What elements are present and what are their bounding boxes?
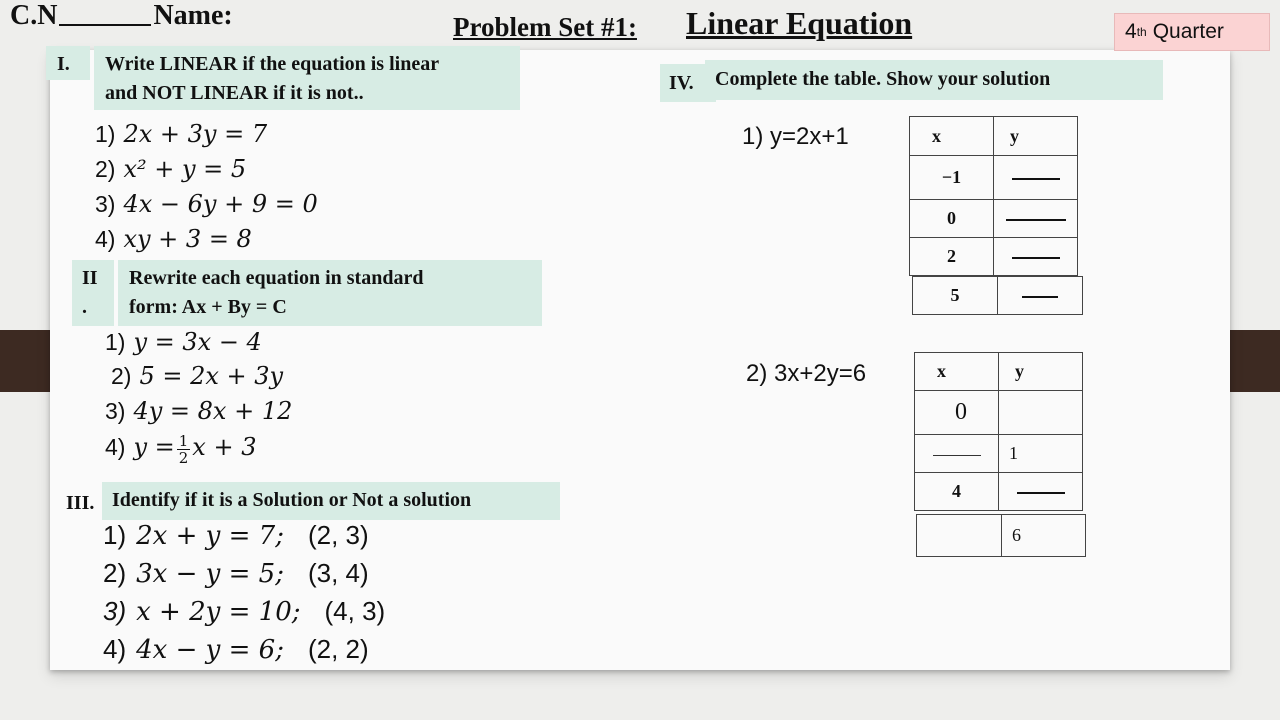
topic-title: Linear Equation: [686, 5, 913, 41]
table2-equation: 2) 3x+2y=6: [746, 360, 867, 387]
name-label: Name:: [153, 0, 233, 31]
table1-y-blank[interactable]: [994, 200, 1078, 238]
section3-item-3: 3) x + 2y = 10; (4, 3): [103, 596, 386, 627]
table2-x-cell: 0: [915, 391, 999, 435]
quarter-number: 4: [1125, 20, 1137, 43]
section1-item-2: 2) x² + y = 5: [95, 155, 247, 183]
section2-number-line1: II: [82, 267, 98, 289]
cn-name-header: [10, 0, 233, 32]
answer-blank: [1012, 256, 1060, 259]
section2-instruction: [118, 260, 542, 326]
answer-blank: [1022, 295, 1058, 298]
problem-set-title: Problem Set #1:: [453, 12, 637, 42]
table2-header-x: x: [915, 353, 999, 391]
section2-item-1: 1) y = 3x − 4: [105, 328, 262, 356]
answer-blank: [933, 454, 981, 456]
answer-blank: [1006, 218, 1066, 221]
table2-x-blank[interactable]: [915, 435, 999, 473]
table2-y-blank[interactable]: [999, 473, 1083, 511]
section2-number-line2: .: [82, 296, 87, 318]
answer-blank: [1012, 177, 1060, 180]
section2-item-4: 4) y = $\frac{1}{2}$ x + 3: [105, 432, 257, 467]
section3-instruction: Identify if it is a Solution or Not a solution: [102, 482, 560, 520]
quarter-suffix: th: [1136, 25, 1147, 39]
section1-item-4: 4) xy + 3 = 8: [95, 225, 252, 253]
quarter-text: Quarter: [1152, 20, 1224, 43]
table2-y-cell: 1: [999, 435, 1083, 473]
cn-blank: [59, 23, 151, 26]
quarter-badge: [1114, 13, 1270, 51]
section3-item-4: 4) 4x − y = 6; (2, 2): [103, 634, 369, 665]
section4-number: IV.: [660, 64, 716, 102]
section2-instruction-line2: form: Ax + By = C: [129, 296, 287, 318]
table1-x-cell: 2: [910, 238, 994, 276]
section1-item-1: 1) 2x + 3y = 7: [95, 120, 268, 148]
table1-x-cell: −1: [910, 156, 994, 200]
table2-header-y: y: [999, 353, 1083, 391]
cn-label: C.N: [10, 0, 58, 31]
table1-y-blank[interactable]: [994, 156, 1078, 200]
table1-x-cell: 5: [913, 277, 998, 315]
table1-y-blank[interactable]: [994, 238, 1078, 276]
section2-item-3: 3) 4y = 8x + 12: [105, 397, 293, 425]
answer-blank: [1017, 491, 1065, 494]
table2-extra-row: [916, 514, 1086, 557]
fraction: $\frac{1}{2}$: [178, 432, 189, 467]
table1-equation: 1) y=2x+1: [742, 123, 849, 150]
table2-x-cell: 4: [915, 473, 999, 511]
table1-x-cell: 0: [910, 200, 994, 238]
section2-item-2: 2) 5 = 2x + 3y: [111, 362, 284, 390]
table2: [914, 352, 1083, 511]
table2-y-cell: 6: [1002, 515, 1086, 557]
section1-number: I.: [46, 46, 90, 80]
table1: [909, 116, 1078, 276]
table2-y-blank[interactable]: [999, 391, 1083, 435]
section4-instruction: Complete the table. Show your solution: [705, 60, 1163, 100]
table1-y-blank[interactable]: [998, 277, 1083, 315]
table2-x-blank[interactable]: [917, 515, 1002, 557]
section3-item-1: 1) 2x + y = 7; (2, 3): [103, 520, 369, 551]
table1-extra-row: [912, 276, 1083, 315]
section1-instruction: [94, 46, 520, 110]
section2-number: [72, 260, 114, 326]
table1-header-x: x: [910, 117, 994, 156]
section1-instruction-line1: Write LINEAR if the equation is linear: [105, 53, 440, 75]
section3-item-2: 2) 3x − y = 5; (3, 4): [103, 558, 369, 589]
section3-number: III.: [66, 492, 95, 514]
section1-instruction-line2: and NOT LINEAR if it is not..: [105, 82, 364, 104]
section1-item-3: 3) 4x − 6y + 9 = 0: [95, 190, 318, 218]
section2-instruction-line1: Rewrite each equation in standard: [129, 267, 424, 289]
table1-header-y: y: [994, 117, 1078, 156]
